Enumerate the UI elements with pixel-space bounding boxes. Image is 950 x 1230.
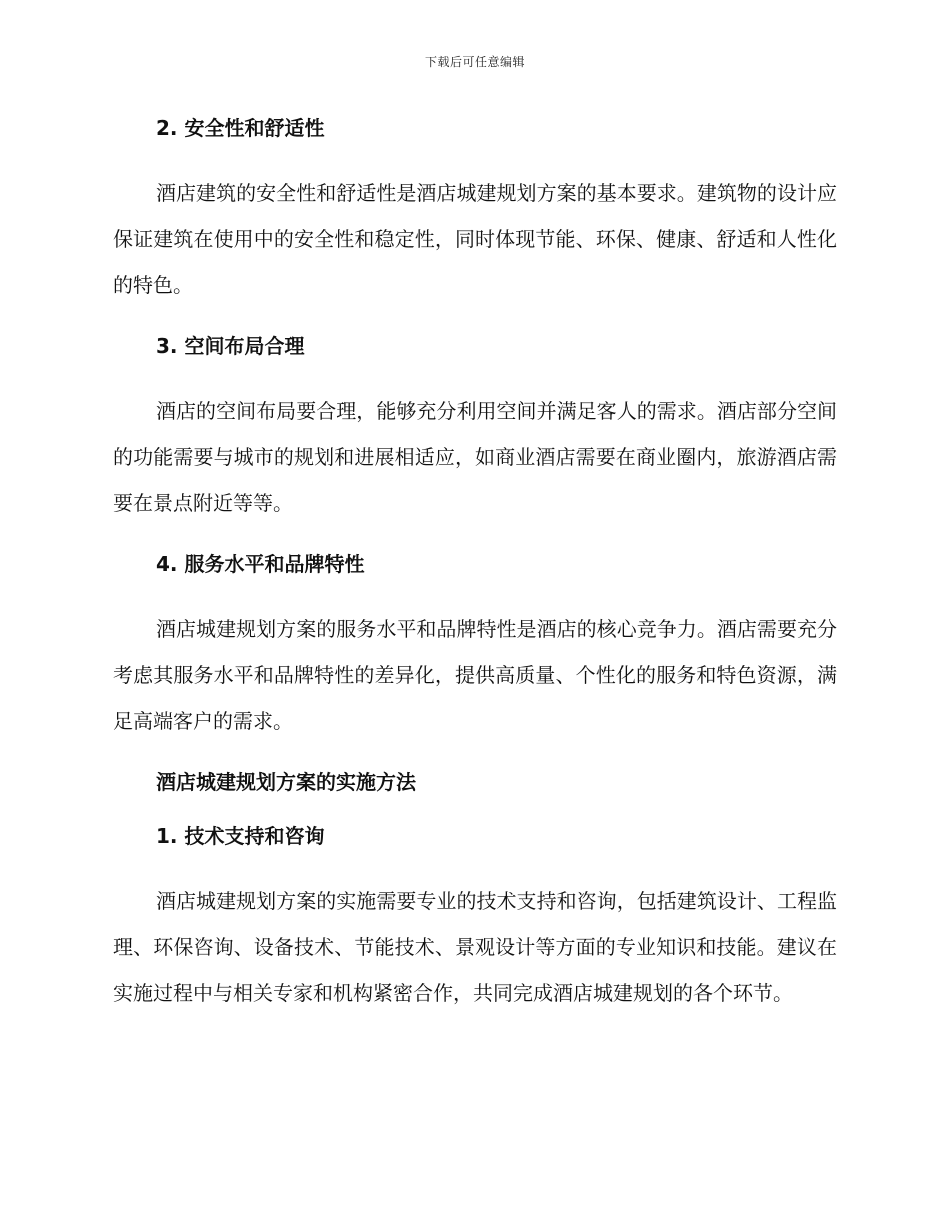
section-title-implementation: 酒店城建规划方案的实施方法: [156, 770, 416, 794]
paragraph-tech-support: 酒店城建规划方案的实施需要专业的技术支持和咨询，包括建筑设计、工程监理、环保咨询、设备技术、节能技术、景观设计等方面的专业知识和技能。建议在实施过程中与相关专家和机构紧密合作，共同完成酒店城建规划的各个环节。: [113, 889, 837, 1005]
paragraph-safety-comfort: 酒店建筑的安全性和舒适性是酒店城建规划方案的基本要求。建筑物的设计应保证建筑在使用中的安全性和稳定性，同时体现节能、环保、健康、舒适和人性化的特色。: [113, 181, 837, 297]
paragraph-service-brand: 酒店城建规划方案的服务水平和品牌特性是酒店的核心竞争力。酒店需要充分考虑其服务水平和品牌特性的差异化，提供高质量、个性化的服务和特色资源，满足高端客户的需求。: [113, 617, 837, 733]
document-body: [113, 112, 837, 1016]
header-note: 下载后可任意编辑: [424, 55, 525, 69]
heading-service-brand: 4. 服务水平和品牌特性: [156, 552, 365, 576]
heading-space-layout: 3. 空间布局合理: [156, 334, 305, 358]
paragraph-space-layout: 酒店的空间布局要合理，能够充分利用空间并满足客人的需求。酒店部分空间的功能需要与城市的规划和进展相适应，如商业酒店需要在商业圈内，旅游酒店需要在景点附近等等。: [113, 399, 837, 515]
heading-safety-comfort: 2. 安全性和舒适性: [156, 116, 325, 140]
heading-tech-support: 1. 技术支持和咨询: [156, 824, 325, 848]
